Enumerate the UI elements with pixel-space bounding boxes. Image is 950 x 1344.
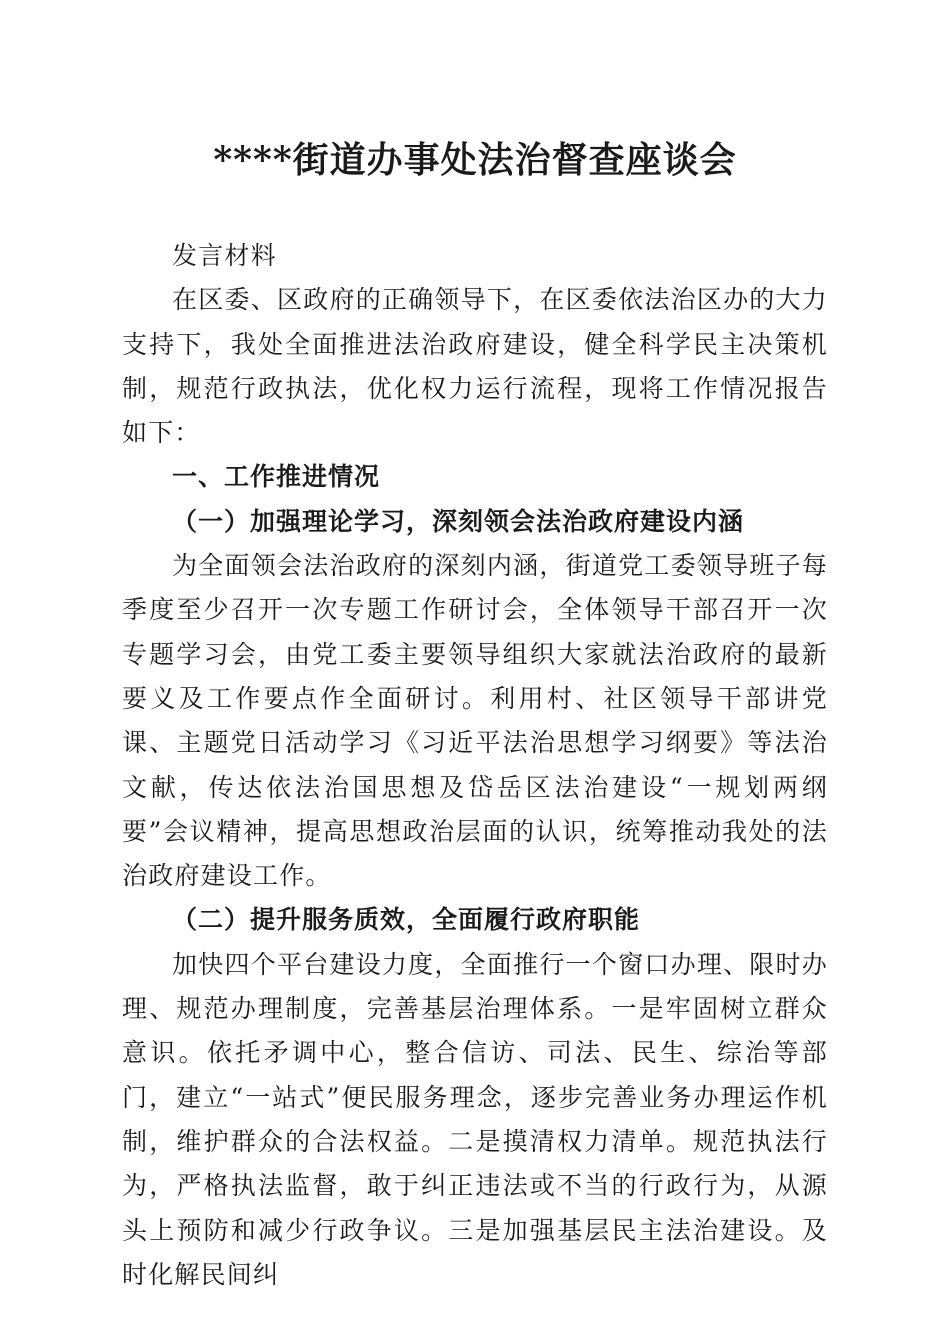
paragraph-theory-study: 为全面领会法治政府的深刻内涵，街道党工委领导班子每季度至少召开一次专题工作研讨会，全体领导干部召开一次专题学习会，由党工委主要领导组织大家就法治政府的最新要义及工作要点作全面研讨。利用村、社区领导干部讲党课、主题党日活动学习《习近平法治思想学习纲要》等法治文献，传达依法治国思想及岱岳区法治建设“一规划两纲要”会议精神，提高思想政治层面的认识，统筹推动我处的法治政府建设工作。 xyxy=(122,551,828,891)
document-body xyxy=(122,234,828,1297)
paragraph-intro: 在区委、区政府的正确领导下，在区委依法治区办的大力支持下，我处全面推进法治政府建设，健全科学民主决策机制，规范行政执法，优化权力运行流程，现将工作情况报告如下： xyxy=(122,285,828,448)
paragraph-service-quality: 加快四个平台建设力度，全面推行一个窗口办理、限时办理、规范办理制度，完善基层治理体系。一是牢固树立群众意识。依托矛调中心，整合信访、司法、民生、综治等部门，建立“一站式”便民服务理念，逐步完善业务办理运作机制，维护群众的合法权益。二是摸清权力清单。规范执法行为，严格执法监督，敢于纠正违法或不当的行政行为，从源头上预防和减少行政争议。三是加强基层民主法治建设。及时化解民间纠 xyxy=(122,949,828,1289)
subsection-heading-theory-study: （一）加强理论学习，深刻领会法治政府建设内涵 xyxy=(172,506,745,536)
section-heading-work-progress: 一、工作推进情况 xyxy=(172,462,381,492)
document-title: ****街道办事处法治督查座谈会 xyxy=(213,139,737,181)
subsection-heading-service-quality: （二）提升服务质效，全面履行政府职能 xyxy=(172,905,641,935)
paragraph-speech-material: 发言材料 xyxy=(172,241,277,270)
